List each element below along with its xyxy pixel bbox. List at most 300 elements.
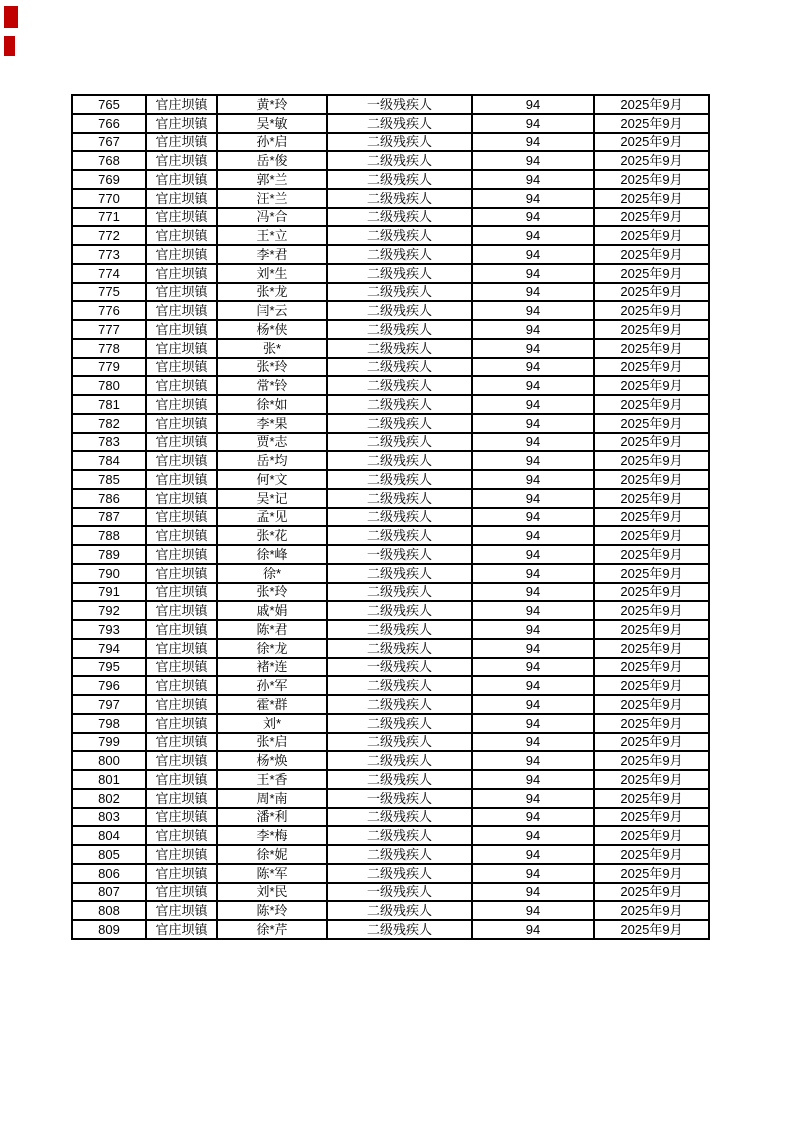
month-cell: 2025年9月 xyxy=(594,883,709,902)
category-cell: 二级残疾人 xyxy=(327,320,472,339)
month-cell: 2025年9月 xyxy=(594,639,709,658)
serial-cell: 801 xyxy=(72,770,146,789)
serial-cell: 779 xyxy=(72,358,146,377)
category-cell: 二级残疾人 xyxy=(327,414,472,433)
amount-cell: 94 xyxy=(472,545,594,564)
serial-cell: 782 xyxy=(72,414,146,433)
town-cell: 官庄坝镇 xyxy=(146,320,217,339)
amount-cell: 94 xyxy=(472,864,594,883)
table-row xyxy=(72,226,709,245)
town-cell: 官庄坝镇 xyxy=(146,864,217,883)
name-cell: 张*玲 xyxy=(217,583,327,602)
month-cell: 2025年9月 xyxy=(594,301,709,320)
town-cell: 官庄坝镇 xyxy=(146,526,217,545)
month-cell: 2025年9月 xyxy=(594,151,709,170)
month-cell: 2025年9月 xyxy=(594,245,709,264)
town-cell: 官庄坝镇 xyxy=(146,920,217,939)
category-cell: 二级残疾人 xyxy=(327,564,472,583)
serial-cell: 775 xyxy=(72,283,146,302)
amount-cell: 94 xyxy=(472,395,594,414)
red-edge-mark xyxy=(4,6,18,28)
serial-cell: 795 xyxy=(72,658,146,677)
category-cell: 二级残疾人 xyxy=(327,808,472,827)
month-cell: 2025年9月 xyxy=(594,264,709,283)
name-cell: 张*龙 xyxy=(217,283,327,302)
amount-cell: 94 xyxy=(472,226,594,245)
amount-cell: 94 xyxy=(472,189,594,208)
table-row xyxy=(72,414,709,433)
category-cell: 二级残疾人 xyxy=(327,170,472,189)
amount-cell: 94 xyxy=(472,320,594,339)
name-cell: 吴*记 xyxy=(217,489,327,508)
month-cell: 2025年9月 xyxy=(594,470,709,489)
name-cell: 汪*兰 xyxy=(217,189,327,208)
category-cell: 二级残疾人 xyxy=(327,283,472,302)
month-cell: 2025年9月 xyxy=(594,864,709,883)
month-cell: 2025年9月 xyxy=(594,283,709,302)
category-cell: 二级残疾人 xyxy=(327,601,472,620)
name-cell: 张*玲 xyxy=(217,358,327,377)
month-cell: 2025年9月 xyxy=(594,358,709,377)
name-cell: 孟*见 xyxy=(217,508,327,527)
serial-cell: 786 xyxy=(72,489,146,508)
category-cell: 二级残疾人 xyxy=(327,583,472,602)
category-cell: 二级残疾人 xyxy=(327,620,472,639)
name-cell: 陈*军 xyxy=(217,864,327,883)
name-cell: 徐*龙 xyxy=(217,639,327,658)
table-row xyxy=(72,658,709,677)
category-cell: 二级残疾人 xyxy=(327,901,472,920)
serial-cell: 798 xyxy=(72,714,146,733)
town-cell: 官庄坝镇 xyxy=(146,845,217,864)
month-cell: 2025年9月 xyxy=(594,826,709,845)
month-cell: 2025年9月 xyxy=(594,376,709,395)
town-cell: 官庄坝镇 xyxy=(146,620,217,639)
amount-cell: 94 xyxy=(472,264,594,283)
month-cell: 2025年9月 xyxy=(594,170,709,189)
category-cell: 二级残疾人 xyxy=(327,826,472,845)
table-row xyxy=(72,695,709,714)
category-cell: 二级残疾人 xyxy=(327,226,472,245)
month-cell: 2025年9月 xyxy=(594,751,709,770)
amount-cell: 94 xyxy=(472,770,594,789)
amount-cell: 94 xyxy=(472,133,594,152)
table-row xyxy=(72,189,709,208)
amount-cell: 94 xyxy=(472,339,594,358)
category-cell: 二级残疾人 xyxy=(327,264,472,283)
town-cell: 官庄坝镇 xyxy=(146,133,217,152)
month-cell: 2025年9月 xyxy=(594,714,709,733)
month-cell: 2025年9月 xyxy=(594,545,709,564)
table-row xyxy=(72,620,709,639)
town-cell: 官庄坝镇 xyxy=(146,751,217,770)
month-cell: 2025年9月 xyxy=(594,583,709,602)
serial-cell: 794 xyxy=(72,639,146,658)
amount-cell: 94 xyxy=(472,845,594,864)
category-cell: 二级残疾人 xyxy=(327,714,472,733)
month-cell: 2025年9月 xyxy=(594,920,709,939)
name-cell: 吴*敏 xyxy=(217,114,327,133)
name-cell: 何*文 xyxy=(217,470,327,489)
serial-cell: 781 xyxy=(72,395,146,414)
name-cell: 孙*启 xyxy=(217,133,327,152)
name-cell: 周*南 xyxy=(217,789,327,808)
name-cell: 刘*民 xyxy=(217,883,327,902)
town-cell: 官庄坝镇 xyxy=(146,826,217,845)
amount-cell: 94 xyxy=(472,808,594,827)
amount-cell: 94 xyxy=(472,451,594,470)
table-row xyxy=(72,526,709,545)
amount-cell: 94 xyxy=(472,658,594,677)
month-cell: 2025年9月 xyxy=(594,676,709,695)
town-cell: 官庄坝镇 xyxy=(146,789,217,808)
category-cell: 二级残疾人 xyxy=(327,358,472,377)
town-cell: 官庄坝镇 xyxy=(146,545,217,564)
month-cell: 2025年9月 xyxy=(594,339,709,358)
table-row xyxy=(72,808,709,827)
amount-cell: 94 xyxy=(472,151,594,170)
table-row xyxy=(72,433,709,452)
table-body xyxy=(72,95,709,939)
month-cell: 2025年9月 xyxy=(594,901,709,920)
table-row xyxy=(72,901,709,920)
category-cell: 二级残疾人 xyxy=(327,245,472,264)
name-cell: 潘*利 xyxy=(217,808,327,827)
serial-cell: 804 xyxy=(72,826,146,845)
table-row xyxy=(72,208,709,227)
month-cell: 2025年9月 xyxy=(594,208,709,227)
category-cell: 二级残疾人 xyxy=(327,770,472,789)
town-cell: 官庄坝镇 xyxy=(146,301,217,320)
table-row xyxy=(72,733,709,752)
name-cell: 李*君 xyxy=(217,245,327,264)
table-row xyxy=(72,864,709,883)
month-cell: 2025年9月 xyxy=(594,451,709,470)
table-row xyxy=(72,395,709,414)
serial-cell: 766 xyxy=(72,114,146,133)
name-cell: 王*香 xyxy=(217,770,327,789)
amount-cell: 94 xyxy=(472,733,594,752)
table-row xyxy=(72,339,709,358)
serial-cell: 787 xyxy=(72,508,146,527)
month-cell: 2025年9月 xyxy=(594,658,709,677)
table-row xyxy=(72,583,709,602)
amount-cell: 94 xyxy=(472,564,594,583)
amount-cell: 94 xyxy=(472,470,594,489)
serial-cell: 808 xyxy=(72,901,146,920)
table-row xyxy=(72,508,709,527)
serial-cell: 778 xyxy=(72,339,146,358)
month-cell: 2025年9月 xyxy=(594,320,709,339)
name-cell: 贾*志 xyxy=(217,433,327,452)
town-cell: 官庄坝镇 xyxy=(146,714,217,733)
month-cell: 2025年9月 xyxy=(594,433,709,452)
month-cell: 2025年9月 xyxy=(594,489,709,508)
serial-cell: 803 xyxy=(72,808,146,827)
amount-cell: 94 xyxy=(472,639,594,658)
month-cell: 2025年9月 xyxy=(594,564,709,583)
serial-cell: 799 xyxy=(72,733,146,752)
category-cell: 二级残疾人 xyxy=(327,751,472,770)
table-row xyxy=(72,264,709,283)
table-row xyxy=(72,358,709,377)
table-row xyxy=(72,283,709,302)
name-cell: 王*立 xyxy=(217,226,327,245)
amount-cell: 94 xyxy=(472,301,594,320)
table-row xyxy=(72,133,709,152)
category-cell: 二级残疾人 xyxy=(327,489,472,508)
serial-cell: 770 xyxy=(72,189,146,208)
amount-cell: 94 xyxy=(472,920,594,939)
category-cell: 二级残疾人 xyxy=(327,451,472,470)
amount-cell: 94 xyxy=(472,714,594,733)
category-cell: 一级残疾人 xyxy=(327,95,472,114)
serial-cell: 767 xyxy=(72,133,146,152)
amount-cell: 94 xyxy=(472,789,594,808)
month-cell: 2025年9月 xyxy=(594,808,709,827)
category-cell: 二级残疾人 xyxy=(327,845,472,864)
serial-cell: 768 xyxy=(72,151,146,170)
town-cell: 官庄坝镇 xyxy=(146,151,217,170)
town-cell: 官庄坝镇 xyxy=(146,114,217,133)
month-cell: 2025年9月 xyxy=(594,95,709,114)
table-row xyxy=(72,245,709,264)
name-cell: 杨*侠 xyxy=(217,320,327,339)
category-cell: 二级残疾人 xyxy=(327,526,472,545)
red-edge-mark xyxy=(4,36,15,56)
month-cell: 2025年9月 xyxy=(594,770,709,789)
amount-cell: 94 xyxy=(472,170,594,189)
name-cell: 霍*群 xyxy=(217,695,327,714)
table-row xyxy=(72,845,709,864)
name-cell: 徐*芹 xyxy=(217,920,327,939)
table-row xyxy=(72,714,709,733)
name-cell: 闫*云 xyxy=(217,301,327,320)
town-cell: 官庄坝镇 xyxy=(146,414,217,433)
amount-cell: 94 xyxy=(472,283,594,302)
month-cell: 2025年9月 xyxy=(594,114,709,133)
amount-cell: 94 xyxy=(472,376,594,395)
amount-cell: 94 xyxy=(472,414,594,433)
month-cell: 2025年9月 xyxy=(594,395,709,414)
name-cell: 褚*连 xyxy=(217,658,327,677)
town-cell: 官庄坝镇 xyxy=(146,339,217,358)
serial-cell: 788 xyxy=(72,526,146,545)
town-cell: 官庄坝镇 xyxy=(146,433,217,452)
amount-cell: 94 xyxy=(472,676,594,695)
town-cell: 官庄坝镇 xyxy=(146,883,217,902)
month-cell: 2025年9月 xyxy=(594,133,709,152)
amount-cell: 94 xyxy=(472,508,594,527)
table-row xyxy=(72,789,709,808)
table-row xyxy=(72,920,709,939)
table-row xyxy=(72,170,709,189)
table-row xyxy=(72,564,709,583)
month-cell: 2025年9月 xyxy=(594,189,709,208)
category-cell: 二级残疾人 xyxy=(327,301,472,320)
town-cell: 官庄坝镇 xyxy=(146,658,217,677)
table-row xyxy=(72,320,709,339)
table-row xyxy=(72,601,709,620)
town-cell: 官庄坝镇 xyxy=(146,676,217,695)
amount-cell: 94 xyxy=(472,695,594,714)
name-cell: 戚*娟 xyxy=(217,601,327,620)
name-cell: 李*果 xyxy=(217,414,327,433)
serial-cell: 773 xyxy=(72,245,146,264)
town-cell: 官庄坝镇 xyxy=(146,601,217,620)
amount-cell: 94 xyxy=(472,583,594,602)
town-cell: 官庄坝镇 xyxy=(146,733,217,752)
table-row xyxy=(72,826,709,845)
amount-cell: 94 xyxy=(472,114,594,133)
name-cell: 李*梅 xyxy=(217,826,327,845)
category-cell: 一级残疾人 xyxy=(327,545,472,564)
month-cell: 2025年9月 xyxy=(594,789,709,808)
name-cell: 黄*玲 xyxy=(217,95,327,114)
category-cell: 二级残疾人 xyxy=(327,376,472,395)
town-cell: 官庄坝镇 xyxy=(146,245,217,264)
serial-cell: 780 xyxy=(72,376,146,395)
town-cell: 官庄坝镇 xyxy=(146,901,217,920)
name-cell: 陈*君 xyxy=(217,620,327,639)
amount-cell: 94 xyxy=(472,601,594,620)
table-row xyxy=(72,114,709,133)
town-cell: 官庄坝镇 xyxy=(146,376,217,395)
category-cell: 二级残疾人 xyxy=(327,395,472,414)
serial-cell: 809 xyxy=(72,920,146,939)
name-cell: 徐*妮 xyxy=(217,845,327,864)
town-cell: 官庄坝镇 xyxy=(146,489,217,508)
category-cell: 二级残疾人 xyxy=(327,114,472,133)
town-cell: 官庄坝镇 xyxy=(146,208,217,227)
category-cell: 二级残疾人 xyxy=(327,133,472,152)
name-cell: 陈*玲 xyxy=(217,901,327,920)
serial-cell: 785 xyxy=(72,470,146,489)
town-cell: 官庄坝镇 xyxy=(146,189,217,208)
town-cell: 官庄坝镇 xyxy=(146,583,217,602)
table-row xyxy=(72,470,709,489)
category-cell: 二级残疾人 xyxy=(327,339,472,358)
serial-cell: 805 xyxy=(72,845,146,864)
town-cell: 官庄坝镇 xyxy=(146,226,217,245)
serial-cell: 800 xyxy=(72,751,146,770)
serial-cell: 789 xyxy=(72,545,146,564)
serial-cell: 777 xyxy=(72,320,146,339)
category-cell: 一级残疾人 xyxy=(327,883,472,902)
month-cell: 2025年9月 xyxy=(594,226,709,245)
amount-cell: 94 xyxy=(472,526,594,545)
serial-cell: 791 xyxy=(72,583,146,602)
table-row xyxy=(72,489,709,508)
town-cell: 官庄坝镇 xyxy=(146,283,217,302)
serial-cell: 783 xyxy=(72,433,146,452)
serial-cell: 802 xyxy=(72,789,146,808)
amount-cell: 94 xyxy=(472,208,594,227)
month-cell: 2025年9月 xyxy=(594,845,709,864)
town-cell: 官庄坝镇 xyxy=(146,508,217,527)
serial-cell: 774 xyxy=(72,264,146,283)
category-cell: 二级残疾人 xyxy=(327,208,472,227)
town-cell: 官庄坝镇 xyxy=(146,395,217,414)
amount-cell: 94 xyxy=(472,433,594,452)
month-cell: 2025年9月 xyxy=(594,601,709,620)
category-cell: 二级残疾人 xyxy=(327,433,472,452)
town-cell: 官庄坝镇 xyxy=(146,695,217,714)
table-row xyxy=(72,770,709,789)
month-cell: 2025年9月 xyxy=(594,526,709,545)
town-cell: 官庄坝镇 xyxy=(146,264,217,283)
month-cell: 2025年9月 xyxy=(594,733,709,752)
amount-cell: 94 xyxy=(472,883,594,902)
name-cell: 岳*均 xyxy=(217,451,327,470)
table-row xyxy=(72,751,709,770)
name-cell: 岳*俊 xyxy=(217,151,327,170)
category-cell: 二级残疾人 xyxy=(327,733,472,752)
amount-cell: 94 xyxy=(472,620,594,639)
town-cell: 官庄坝镇 xyxy=(146,808,217,827)
table-row xyxy=(72,676,709,695)
category-cell: 一级残疾人 xyxy=(327,658,472,677)
serial-cell: 806 xyxy=(72,864,146,883)
table-row xyxy=(72,451,709,470)
category-cell: 二级残疾人 xyxy=(327,470,472,489)
serial-cell: 793 xyxy=(72,620,146,639)
name-cell: 冯*合 xyxy=(217,208,327,227)
serial-cell: 772 xyxy=(72,226,146,245)
town-cell: 官庄坝镇 xyxy=(146,564,217,583)
town-cell: 官庄坝镇 xyxy=(146,451,217,470)
category-cell: 二级残疾人 xyxy=(327,864,472,883)
category-cell: 二级残疾人 xyxy=(327,695,472,714)
category-cell: 二级残疾人 xyxy=(327,639,472,658)
amount-cell: 94 xyxy=(472,751,594,770)
name-cell: 徐*如 xyxy=(217,395,327,414)
category-cell: 二级残疾人 xyxy=(327,189,472,208)
month-cell: 2025年9月 xyxy=(594,620,709,639)
town-cell: 官庄坝镇 xyxy=(146,170,217,189)
amount-cell: 94 xyxy=(472,489,594,508)
name-cell: 张*花 xyxy=(217,526,327,545)
name-cell: 徐*峰 xyxy=(217,545,327,564)
amount-cell: 94 xyxy=(472,95,594,114)
name-cell: 郭*兰 xyxy=(217,170,327,189)
benefit-roster-table xyxy=(71,94,710,940)
table-row xyxy=(72,95,709,114)
category-cell: 二级残疾人 xyxy=(327,920,472,939)
month-cell: 2025年9月 xyxy=(594,414,709,433)
name-cell: 刘*生 xyxy=(217,264,327,283)
serial-cell: 784 xyxy=(72,451,146,470)
month-cell: 2025年9月 xyxy=(594,695,709,714)
name-cell: 刘* xyxy=(217,714,327,733)
amount-cell: 94 xyxy=(472,245,594,264)
amount-cell: 94 xyxy=(472,358,594,377)
serial-cell: 771 xyxy=(72,208,146,227)
serial-cell: 776 xyxy=(72,301,146,320)
name-cell: 孙*军 xyxy=(217,676,327,695)
name-cell: 张* xyxy=(217,339,327,358)
serial-cell: 769 xyxy=(72,170,146,189)
town-cell: 官庄坝镇 xyxy=(146,639,217,658)
table-row xyxy=(72,545,709,564)
table-row xyxy=(72,639,709,658)
town-cell: 官庄坝镇 xyxy=(146,470,217,489)
category-cell: 二级残疾人 xyxy=(327,676,472,695)
category-cell: 二级残疾人 xyxy=(327,508,472,527)
serial-cell: 792 xyxy=(72,601,146,620)
table-row xyxy=(72,883,709,902)
table-row xyxy=(72,301,709,320)
